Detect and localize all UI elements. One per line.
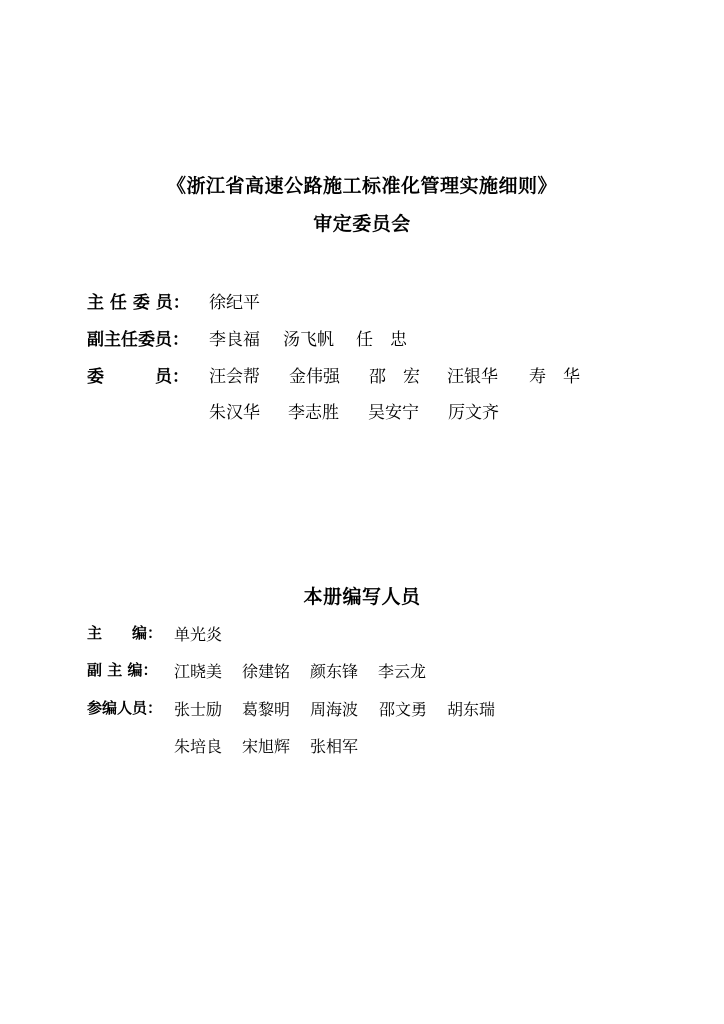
director-row [0, 288, 724, 314]
person-name: 江晓美 [174, 662, 223, 681]
contributor-names-line-1 [174, 697, 495, 720]
person-name: 李云龙 [378, 662, 427, 681]
person-name: 朱培良 [174, 737, 223, 756]
person-name: 汪银华 [447, 367, 498, 387]
person-name: 胡东瑞 [447, 700, 496, 719]
person-name: 李志胜 [288, 403, 339, 423]
person-name: 徐建铭 [242, 662, 291, 681]
person-name: 汤飞帆 [283, 330, 334, 350]
person-name: 李良福 [209, 330, 260, 350]
director-names [209, 288, 260, 313]
person-name: 颜东锋 [310, 662, 359, 681]
contributors-label: 参编人员： [87, 699, 163, 717]
person-name: 厉文齐 [448, 403, 499, 423]
document-title: 《浙江省高速公路施工标准化管理实施细则》 [166, 175, 557, 197]
authors-heading: 本册编写人员 [303, 586, 421, 608]
person-name: 邵文勇 [379, 700, 428, 719]
members-row-1 [0, 362, 724, 388]
member-names-line-2 [209, 398, 499, 423]
committee-heading: 审定委员会 [313, 213, 411, 235]
chief-editor-row [0, 622, 724, 648]
member-names-line-1 [209, 362, 580, 387]
director-label: 主 任 委 员： [87, 293, 190, 313]
person-name: 张士励 [174, 700, 223, 719]
person-name: 汪会帮 [209, 367, 260, 387]
deputy-director-row [0, 325, 724, 351]
person-name: 徐纪平 [209, 293, 260, 313]
person-name: 葛黎明 [242, 700, 291, 719]
deputy-editor-row [0, 659, 724, 685]
person-name: 邵 宏 [369, 367, 420, 387]
deputy-editor-label: 副 主 编： [87, 661, 158, 679]
chief-editor-names [174, 622, 222, 645]
person-name: 吴安宁 [368, 403, 419, 423]
person-name: 金伟强 [289, 367, 340, 387]
person-name: 张相军 [310, 737, 359, 756]
person-name: 朱汉华 [209, 403, 260, 423]
person-name: 宋旭辉 [242, 737, 291, 756]
person-name: 寿 华 [529, 367, 580, 387]
members-label: 委 员： [87, 367, 189, 387]
deputy-director-names [209, 325, 407, 350]
deputy-director-label: 副主任委员： [87, 330, 189, 350]
deputy-editor-names [174, 659, 426, 682]
chief-editor-label: 主 编： [87, 624, 163, 642]
person-name: 周海波 [310, 700, 359, 719]
person-name: 单光炎 [174, 625, 223, 644]
members-row-2 [0, 398, 724, 424]
contributors-row-1 [0, 697, 724, 723]
person-name: 任 忠 [356, 330, 407, 350]
contributors-row-2 [0, 734, 724, 760]
contributor-names-line-2 [174, 734, 358, 757]
